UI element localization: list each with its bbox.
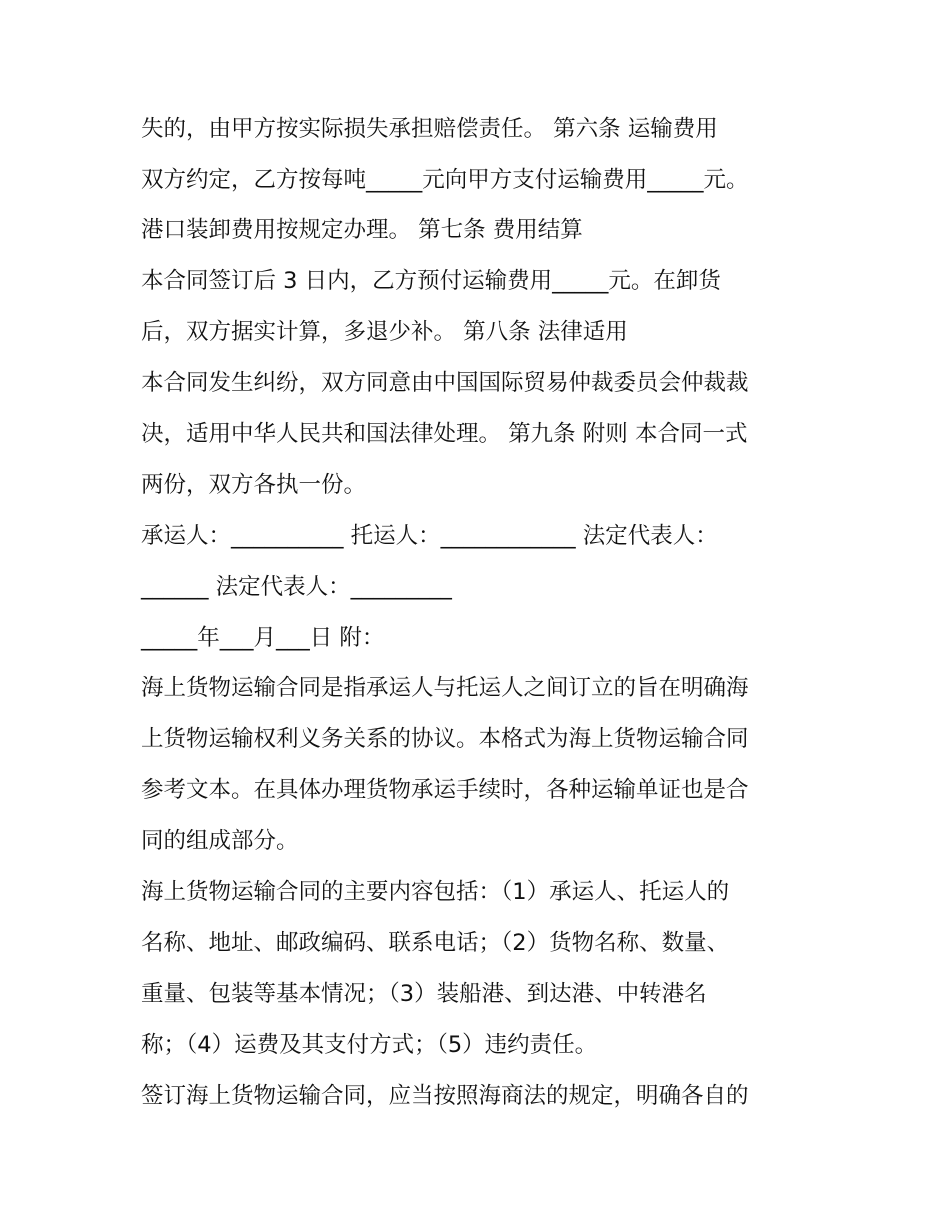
- signature-line: 承运人：__________ 托运人：____________ 法定代表人：: [141, 523, 718, 549]
- text-line: 本合同签订后 3 日内，乙方预付运输费用_____元。在卸货: [141, 268, 721, 294]
- text-line: 参考文本。在具体办理货物承运手续时，各种运输单证也是合: [141, 777, 749, 803]
- text-line: 名称、地址、邮政编码、联系电话；（2）货物名称、数量、: [141, 930, 730, 956]
- text-line: 本合同发生纠纷，双方同意由中国国际贸易仲裁委员会仲裁裁: [141, 370, 749, 396]
- text-line: 两份，双方各执一份。: [141, 472, 367, 498]
- text-line: 海上货物运输合同是指承运人与托运人之间订立的旨在明确海: [141, 675, 749, 701]
- text-line: 同的组成部分。: [141, 828, 299, 854]
- text-line: 港口装卸费用按规定办理。 第七条 费用结算: [141, 217, 583, 243]
- text-line: 后，双方据实计算，多退少补。 第八条 法律适用: [141, 319, 628, 345]
- text-line: 决，适用中华人民共和国法律处理。 第九条 附则 本合同一式: [141, 421, 748, 447]
- text-line: 上货物运输权利义务关系的协议。本格式为海上货物运输合同: [141, 726, 749, 752]
- text-line: 失的，由甲方按实际损失承担赔偿责任。 第六条 运输费用: [141, 116, 718, 142]
- text-line: 重量、包装等基本情况；（3）装船港、到达港、中转港名: [141, 981, 707, 1007]
- date-line: _____年___月___日 附：: [141, 625, 385, 651]
- text-line: 称；（4）运费及其支付方式；（5）违约责任。: [141, 1032, 598, 1058]
- text-line: 海上货物运输合同的主要内容包括：（1）承运人、托运人的: [141, 879, 730, 905]
- text-line: 双方约定，乙方按每吨_____元向甲方支付运输费用_____元。: [141, 167, 749, 193]
- text-line: 签订海上货物运输合同，应当按照海商法的规定，明确各自的: [141, 1083, 749, 1109]
- signature-line: ______ 法定代表人：_________: [141, 574, 452, 600]
